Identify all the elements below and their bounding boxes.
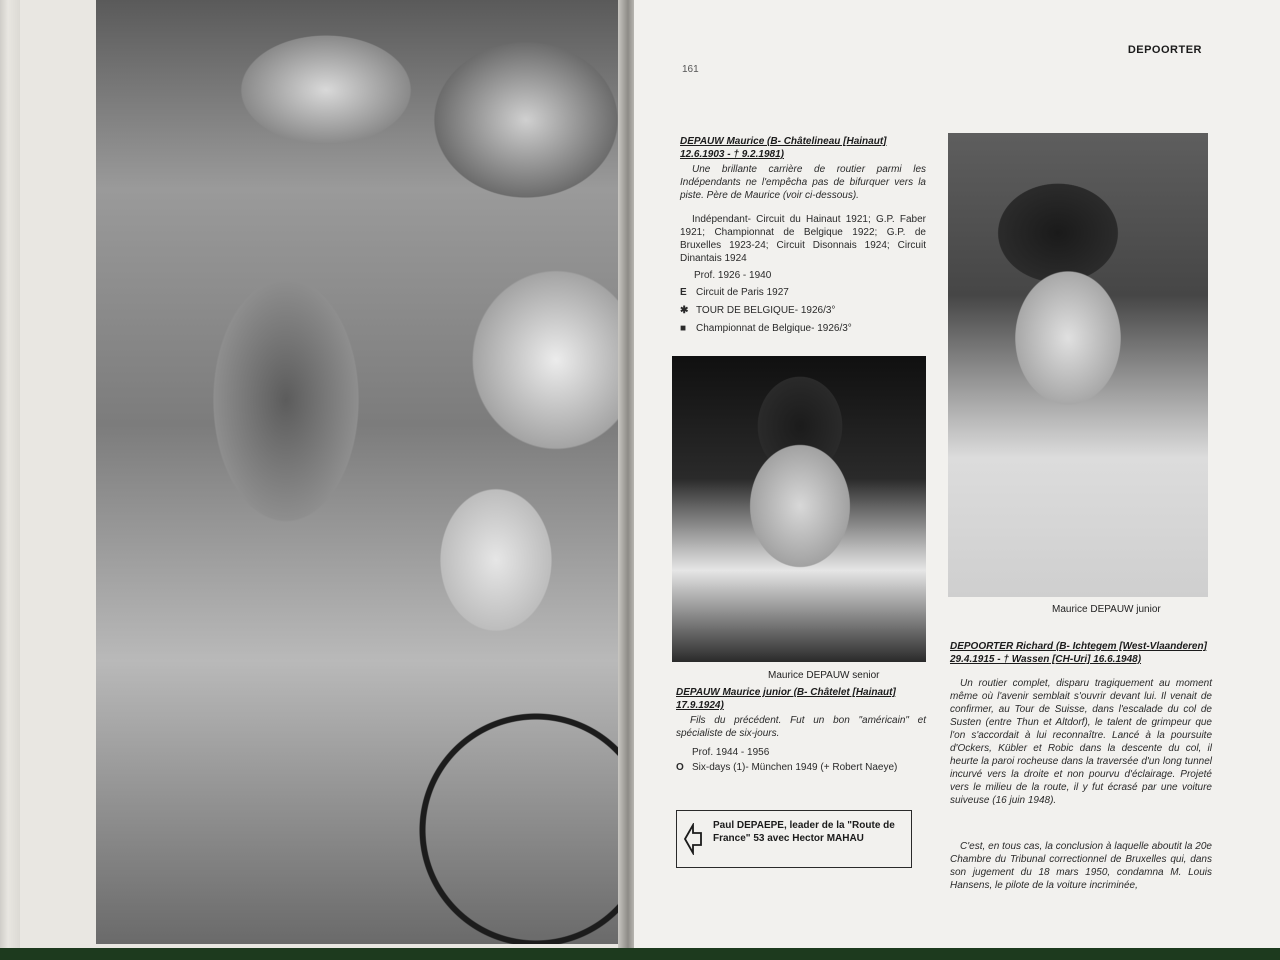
- result-line: [680, 287, 926, 298]
- running-head: DEPOORTER: [1127, 44, 1202, 56]
- entry-prof-depauw-junior: Prof. 1944 - 1956: [692, 747, 770, 758]
- result-symbol: O: [676, 762, 684, 773]
- caption-depauw-junior: Maurice DEPAUW junior: [1052, 604, 1161, 615]
- entry-intro-depauw-senior: Une brillante carrière de routier parmi les Indépendants ne l'empêcha pas de bifurquer vers la piste. Père de Maurice (voir ci-dessous).: [680, 164, 926, 201]
- portrait-photo-depauw-junior: [948, 133, 1208, 597]
- caption-depauw-senior: Maurice DEPAUW senior: [768, 670, 880, 681]
- entry-heading-depauw-senior: DEPAUW Maurice (B- Châtelineau [Hainaut] 12.6.1903 - † 9.2.1981): [680, 136, 887, 160]
- portrait-photo-depauw-senior: [672, 356, 926, 662]
- entry-prof-depauw-senior: Prof. 1926 - 1940: [694, 270, 772, 281]
- entry-independant-depauw-senior: Indépendant- Circuit du Hainaut 1921; G.P. Faber 1921; Championnat de Belgique 1922; G.P. de Bruxelles 1923-24; Circuit Disonnais 1924; Circuit Dinantais 1924: [680, 214, 926, 264]
- result-line: [676, 762, 926, 773]
- result-text: Six-days (1)- München 1949 (+ Robert Naeye): [692, 762, 898, 773]
- result-text: TOUR DE BELGIQUE- 1926/3°: [696, 305, 836, 316]
- page-number: 161: [682, 64, 699, 75]
- entry-heading-depoorter: DEPOORTER Richard (B- Ichtegem [West-Vlaanderen] 29.4.1915 - † Wassen [CH-Uri] 16.6.1948): [950, 641, 1207, 665]
- entry-intro-depauw-junior: Fils du précédent. Fut un bon "américain" et spécialiste de six-jours.: [676, 715, 926, 739]
- entry-para2-depoorter: C'est, en tous cas, la conclusion à laquelle aboutit la 20e Chambre du Tribunal correctionnel de Bruxelles qui, dans son jugement du 18 mars 1950, condamna M. Louis Hansens, le pilote de la voiture incriminée,: [950, 841, 1212, 891]
- cross-reference-text: Paul DEPAEPE, leader de la "Route de France" 53 avec Hector MAHAU: [713, 820, 895, 844]
- result-symbol: ■: [680, 323, 687, 334]
- page-stack-edge: [0, 0, 20, 960]
- result-symbol: ✱: [680, 305, 689, 316]
- table-edge-bottom: [0, 948, 1280, 960]
- result-text: Championnat de Belgique- 1926/3°: [696, 323, 852, 334]
- result-text: Circuit de Paris 1927: [696, 287, 789, 298]
- entry-heading-depauw-junior: DEPAUW Maurice junior (B- Châtelet [Hainaut] 17.9.1924): [676, 687, 896, 711]
- result-symbol: E: [680, 287, 687, 298]
- cyclist-with-mechanic-photo: [96, 0, 622, 944]
- left-page: [0, 0, 628, 960]
- result-line: [680, 305, 926, 316]
- cross-reference-box: [676, 810, 912, 868]
- pointing-arrow-icon: [683, 823, 703, 855]
- entry-para1-depoorter: Un routier complet, disparu tragiquement au moment même où l'avenir semblait s'ouvrir devant lui. Il venait de confirmer, au Tour de Suisse, dans l'escalade du col de Susten (entre Thun et Altdorf), le talent de grimpeur que l'on s'accordait à lui reconnaître. Lancé à la poursuite d'Ockers, Kübler et Robic dans la descente du col, il heurte la paroi rocheuse dans la traversée d'un long tunnel incurvé vers la droite et non pourvu d'éclairage. Projeté vers le milieu de la route, il y fut écrasé par une voiture suiveuse (16 juin 1948).: [950, 678, 1212, 806]
- result-line: [680, 323, 926, 334]
